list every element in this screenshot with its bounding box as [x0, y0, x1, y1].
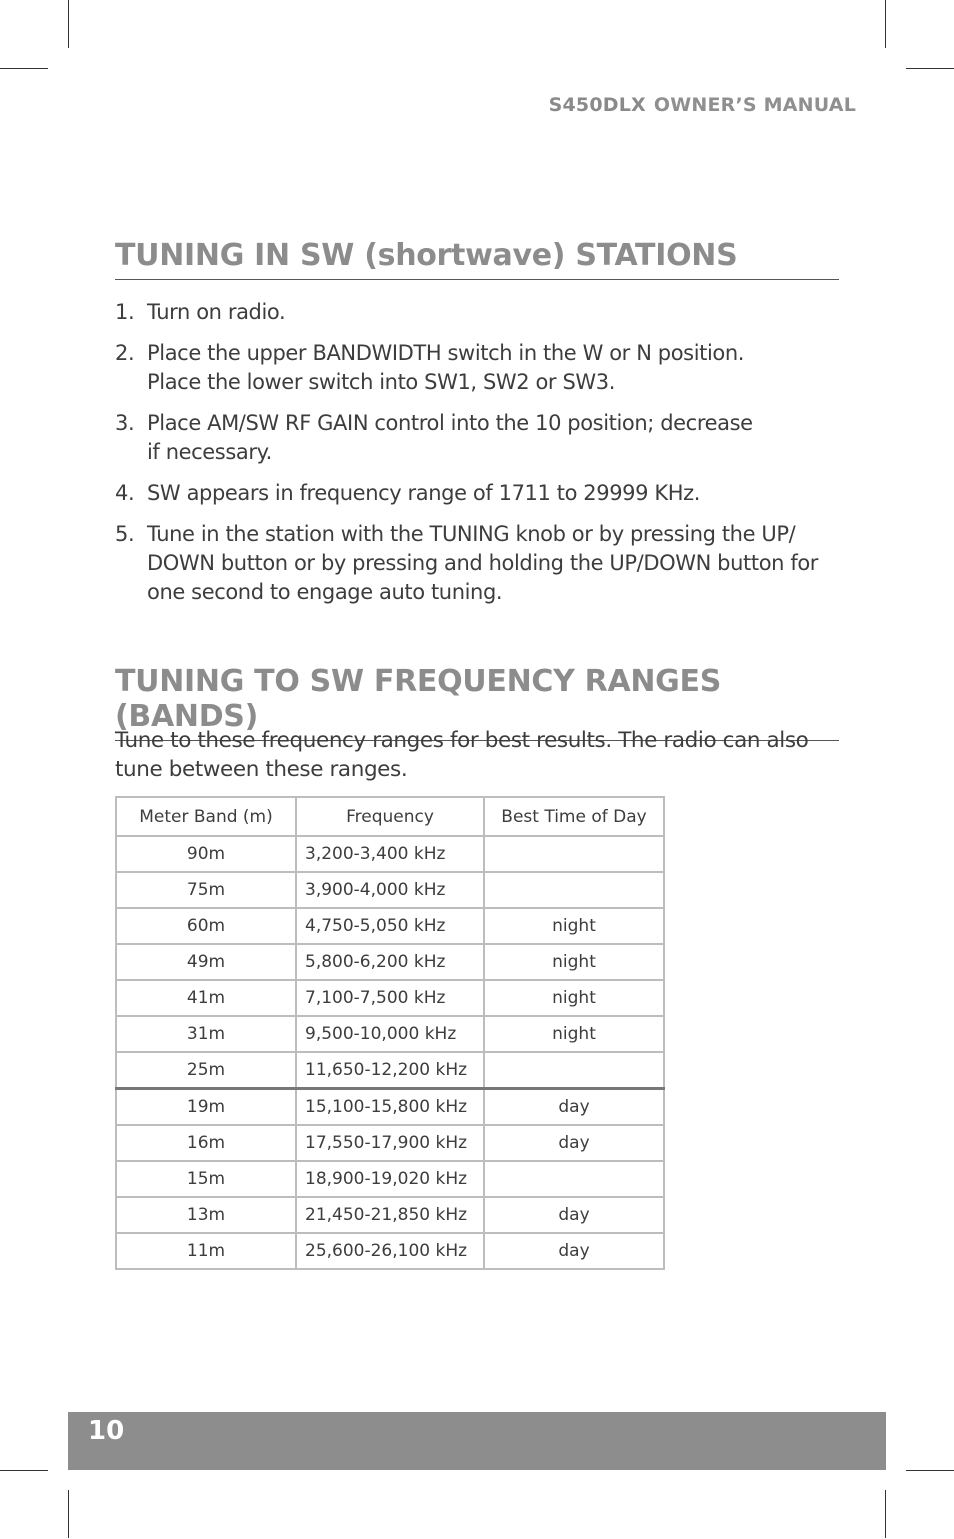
list-item — [115, 479, 835, 508]
list-item — [115, 520, 835, 607]
step-number: 3. — [115, 411, 135, 435]
header-best-time: Best Time of Day — [484, 797, 664, 836]
cell-best-time: night — [484, 944, 664, 980]
cell-frequency: 11,650-12,200 kHz — [296, 1052, 484, 1089]
cell-frequency: 5,800-6,200 kHz — [296, 944, 484, 980]
cell-best-time: day — [484, 1125, 664, 1161]
cell-meter-band: 49m — [116, 944, 296, 980]
step-number: 2. — [115, 341, 135, 365]
cell-meter-band: 15m — [116, 1161, 296, 1197]
crop-mark — [906, 1470, 954, 1471]
cell-meter-band: 75m — [116, 872, 296, 908]
list-item — [115, 298, 835, 327]
section-title-frequency-ranges: TUNING TO SW FREQUENCY RANGES (BANDS) — [115, 664, 839, 741]
table-row — [116, 1089, 664, 1126]
cell-frequency: 4,750-5,050 kHz — [296, 908, 484, 944]
table-row — [116, 836, 664, 872]
cell-best-time: day — [484, 1197, 664, 1233]
table-row — [116, 1161, 664, 1197]
cell-frequency: 21,450-21,850 kHz — [296, 1197, 484, 1233]
cell-frequency: 15,100-15,800 kHz — [296, 1089, 484, 1126]
step-text: SW appears in frequency range of 1711 to 29999 KHz. — [147, 481, 701, 505]
table-row — [116, 1052, 664, 1089]
cell-best-time — [484, 836, 664, 872]
step-number: 1. — [115, 300, 135, 324]
cell-best-time — [484, 1161, 664, 1197]
step-text: one second to engage auto tuning. — [147, 580, 503, 604]
step-number: 5. — [115, 522, 135, 546]
cell-meter-band: 25m — [116, 1052, 296, 1089]
steps-list — [115, 298, 835, 619]
table-row — [116, 980, 664, 1016]
cell-best-time: night — [484, 1016, 664, 1052]
list-item — [115, 409, 835, 467]
cell-meter-band: 13m — [116, 1197, 296, 1233]
running-header — [549, 94, 856, 116]
header-meter-band: Meter Band (m) — [116, 797, 296, 836]
list-item — [115, 339, 835, 397]
table-row — [116, 872, 664, 908]
crop-mark — [0, 68, 48, 69]
cell-frequency: 17,550-17,900 kHz — [296, 1125, 484, 1161]
cell-frequency: 9,500-10,000 kHz — [296, 1016, 484, 1052]
table-header-row — [116, 797, 664, 836]
cell-meter-band: 19m — [116, 1089, 296, 1126]
cell-best-time: day — [484, 1233, 664, 1269]
crop-mark — [885, 0, 886, 48]
table-row — [116, 1233, 664, 1269]
step-text: Tune in the station with the TUNING knob or by pressing the UP/ — [147, 522, 796, 546]
cell-frequency: 18,900-19,020 kHz — [296, 1161, 484, 1197]
page-footer-bar — [68, 1412, 886, 1470]
cell-meter-band: 41m — [116, 980, 296, 1016]
step-text: DOWN button or by pressing and holding the UP/DOWN button for — [147, 551, 818, 575]
crop-mark — [906, 68, 954, 69]
table-row — [116, 1016, 664, 1052]
cell-meter-band: 31m — [116, 1016, 296, 1052]
step-text: if necessary. — [147, 440, 272, 464]
table-row — [116, 1125, 664, 1161]
crop-mark — [0, 1470, 48, 1471]
cell-frequency: 7,100-7,500 kHz — [296, 980, 484, 1016]
page-number: 10 — [88, 1416, 125, 1446]
table-row — [116, 944, 664, 980]
frequency-band-table — [115, 796, 665, 1270]
crop-mark — [885, 1490, 886, 1538]
cell-frequency: 3,900-4,000 kHz — [296, 872, 484, 908]
intro-line: tune between these ranges. — [115, 757, 408, 782]
table-row — [116, 908, 664, 944]
cell-meter-band: 60m — [116, 908, 296, 944]
crop-mark — [68, 0, 69, 48]
cell-best-time — [484, 1052, 664, 1089]
cell-meter-band: 16m — [116, 1125, 296, 1161]
step-text: Turn on radio. — [147, 300, 286, 324]
table-row — [116, 1197, 664, 1233]
crop-mark — [68, 1490, 69, 1538]
cell-best-time: day — [484, 1089, 664, 1126]
cell-meter-band: 11m — [116, 1233, 296, 1269]
cell-frequency: 3,200-3,400 kHz — [296, 836, 484, 872]
intro-line: Tune to these frequency ranges for best results. The radio can also — [115, 728, 809, 753]
cell-best-time: night — [484, 980, 664, 1016]
header-frequency: Frequency — [296, 797, 484, 836]
intro-paragraph — [115, 726, 835, 784]
step-text: Place the lower switch into SW1, SW2 or SW3. — [147, 370, 615, 394]
cell-best-time — [484, 872, 664, 908]
step-text: Place the upper BANDWIDTH switch in the W or N position. — [147, 341, 745, 365]
cell-best-time: night — [484, 908, 664, 944]
step-number: 4. — [115, 481, 135, 505]
step-text: Place AM/SW RF GAIN control into the 10 position; decrease — [147, 411, 753, 435]
cell-meter-band: 90m — [116, 836, 296, 872]
cell-frequency: 25,600-26,100 kHz — [296, 1233, 484, 1269]
manual-title: OWNER’S MANUAL — [653, 94, 856, 116]
section-title-tuning-sw: TUNING IN SW (shortwave) STATIONS — [115, 238, 839, 280]
model-name: S450DLX — [548, 94, 646, 116]
